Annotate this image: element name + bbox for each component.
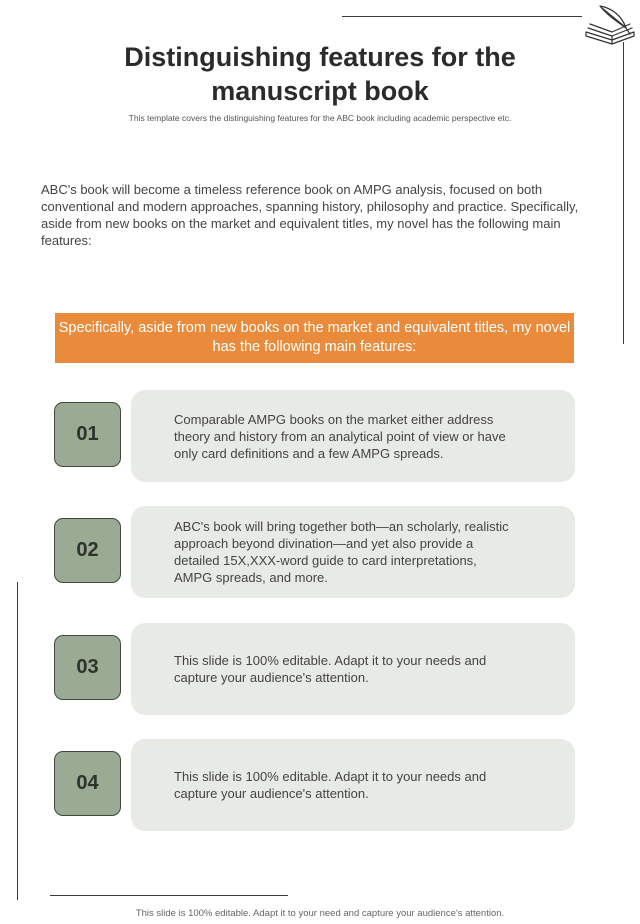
feature-text-3: This slide is 100% editable. Adapt it to your needs and capture your audience's attention. [174, 653, 487, 685]
feature-card-1 [131, 390, 575, 482]
feature-card-2 [131, 506, 575, 598]
feature-text-4: This slide is 100% editable. Adapt it to your needs and capture your audience's attention. [174, 769, 487, 801]
left-divider-line [17, 582, 18, 900]
feature-number-4: 04 [54, 751, 121, 816]
features-banner: Specifically, aside from new books on the market and equivalent titles, my novel has the following main features: [55, 313, 574, 363]
quill-pen-book-icon [582, 2, 638, 48]
feature-text-1: Comparable AMPG books on the market either address theory and history from an analytical point of view or have only card definitions and a few AMPG spreads. [174, 411, 506, 461]
bottom-divider-line [50, 895, 288, 896]
right-divider-line [623, 42, 624, 344]
page-title: Distinguishing features for the manuscript book [124, 42, 516, 106]
intro-paragraph: ABC's book will become a timeless reference book on AMPG analysis, focused on both conventional and modern approaches, spanning history, philosophy and practice. Specifically, aside from new books on the market and equivalent titles, my novel has the following main features: [41, 182, 579, 248]
feature-card-3 [131, 623, 575, 715]
page-subtitle: This template covers the distinguishing features for the ABC book including academic perspective etc. [128, 113, 512, 123]
feature-number-1: 01 [54, 402, 121, 467]
top-divider-line [342, 16, 582, 17]
feature-number-3: 03 [54, 635, 121, 700]
feature-text-2: ABC's book will bring together both—an scholarly, realistic approach beyond divination—and yet also provide a detailed 15X,XXX-word guide to card interpretations, AMPG spreads, and more. [174, 519, 509, 585]
footer-note: This slide is 100% editable. Adapt it to your need and capture your audience's attention. [135, 908, 505, 919]
feature-card-4 [131, 739, 575, 831]
feature-number-2: 02 [54, 518, 121, 583]
